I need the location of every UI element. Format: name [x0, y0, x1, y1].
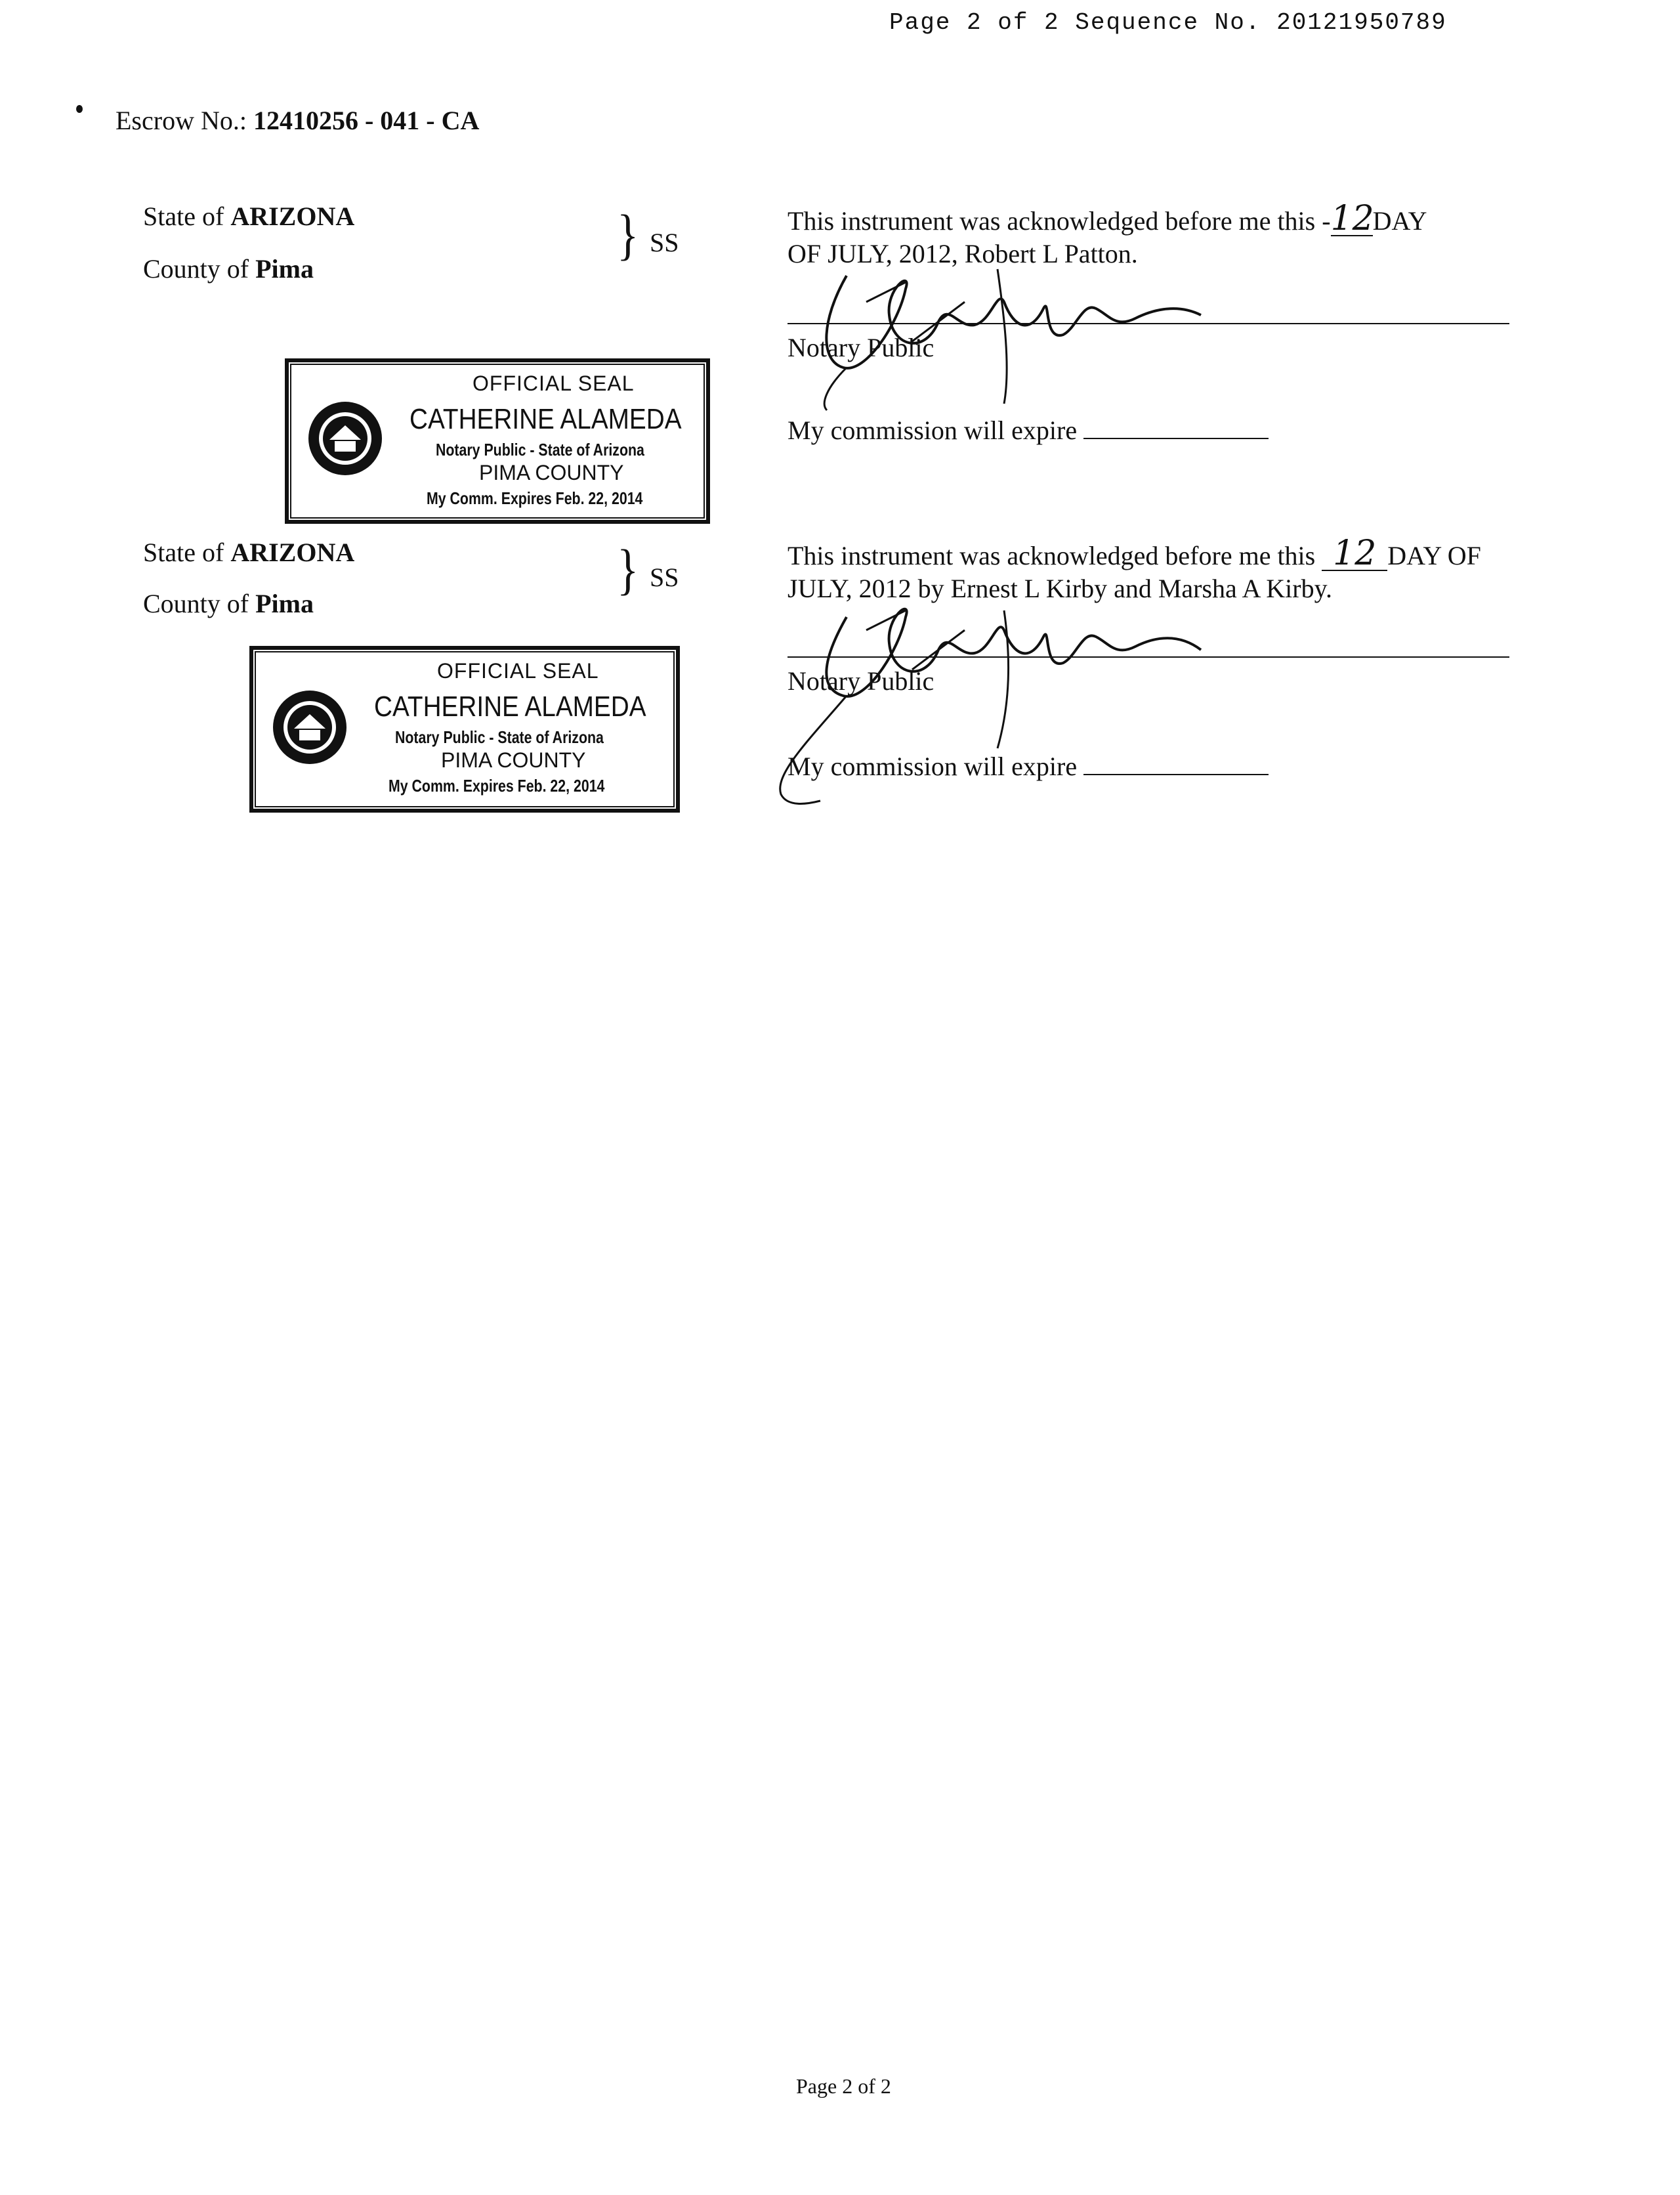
ack-line-2: JULY, 2012 by Ernest L Kirby and Marsha A Kirby. — [788, 574, 1332, 603]
escrow-number: 12410256 - 041 - CA — [253, 106, 480, 135]
seal-expiration: My Comm. Expires Feb. 22, 2014 — [427, 488, 643, 508]
escrow-label: Escrow No.: — [116, 106, 247, 135]
seal-notary-state: Notary Public - State of Arizona — [436, 440, 644, 459]
ack-line-2: OF JULY, 2012, Robert L Patton. — [788, 239, 1138, 268]
seal-notary-name: CATHERINE ALAMEDA — [410, 403, 682, 435]
state-prefix: State of — [143, 202, 224, 231]
commission-line-2 — [788, 751, 1269, 782]
arizona-state-seal-icon — [306, 399, 385, 478]
ack-line-1-start: This instrument was acknowledged before me this — [788, 541, 1316, 570]
ack-line-1-start: This instrument was acknowledged before me this - — [788, 206, 1331, 236]
commission-blank — [1083, 754, 1269, 775]
ack-day-2: 12 — [1322, 537, 1387, 571]
county-prefix: County of — [143, 254, 249, 284]
state-prefix: State of — [143, 538, 224, 567]
official-seal-2 — [249, 646, 680, 813]
bullet-mark — [76, 105, 83, 113]
brace-1: } — [617, 203, 639, 266]
seal-expiration: My Comm. Expires Feb. 22, 2014 — [388, 776, 605, 796]
seal-county: PIMA COUNTY — [479, 461, 624, 484]
official-seal-1 — [285, 358, 710, 524]
ss-label-2: SS — [650, 563, 679, 592]
acknowledgment-text-1 — [788, 199, 1509, 270]
state-line-2 — [143, 537, 354, 568]
county-name: Pima — [255, 589, 314, 618]
commission-label: My commission will expire — [788, 416, 1078, 445]
page-footer: Page 2 of 2 — [796, 2074, 891, 2098]
county-prefix: County of — [143, 589, 249, 618]
brace-2: } — [617, 538, 639, 601]
seal-notary-state: Notary Public - State of Arizona — [395, 727, 604, 747]
arizona-state-seal-icon — [270, 688, 349, 767]
seal-county: PIMA COUNTY — [441, 748, 586, 772]
escrow-number-line — [116, 105, 479, 136]
seal-notary-name: CATHERINE ALAMEDA — [374, 691, 646, 723]
county-line-1 — [143, 253, 314, 284]
state-name: ARIZONA — [230, 202, 355, 231]
page-sequence-header: Page 2 of 2 Sequence No. 20121950789 — [889, 9, 1447, 36]
notary-public-label-2: Notary Public — [788, 666, 934, 696]
ack-day-1: 12 — [1330, 199, 1374, 238]
seal-title: OFFICIAL SEAL — [437, 659, 599, 683]
seal-title: OFFICIAL SEAL — [472, 372, 635, 395]
ss-label-1: SS — [650, 228, 679, 257]
county-name: Pima — [255, 254, 314, 284]
county-line-2 — [143, 588, 314, 619]
commission-label: My commission will expire — [788, 752, 1078, 781]
state-name: ARIZONA — [230, 538, 355, 567]
ack-line-1-end: DAY — [1372, 206, 1427, 236]
state-line-1 — [143, 201, 354, 232]
commission-line-1 — [788, 415, 1269, 446]
notary-public-label-1: Notary Public — [788, 333, 934, 362]
commission-blank — [1083, 418, 1269, 439]
ack-line-1-end: DAY OF — [1387, 541, 1481, 570]
